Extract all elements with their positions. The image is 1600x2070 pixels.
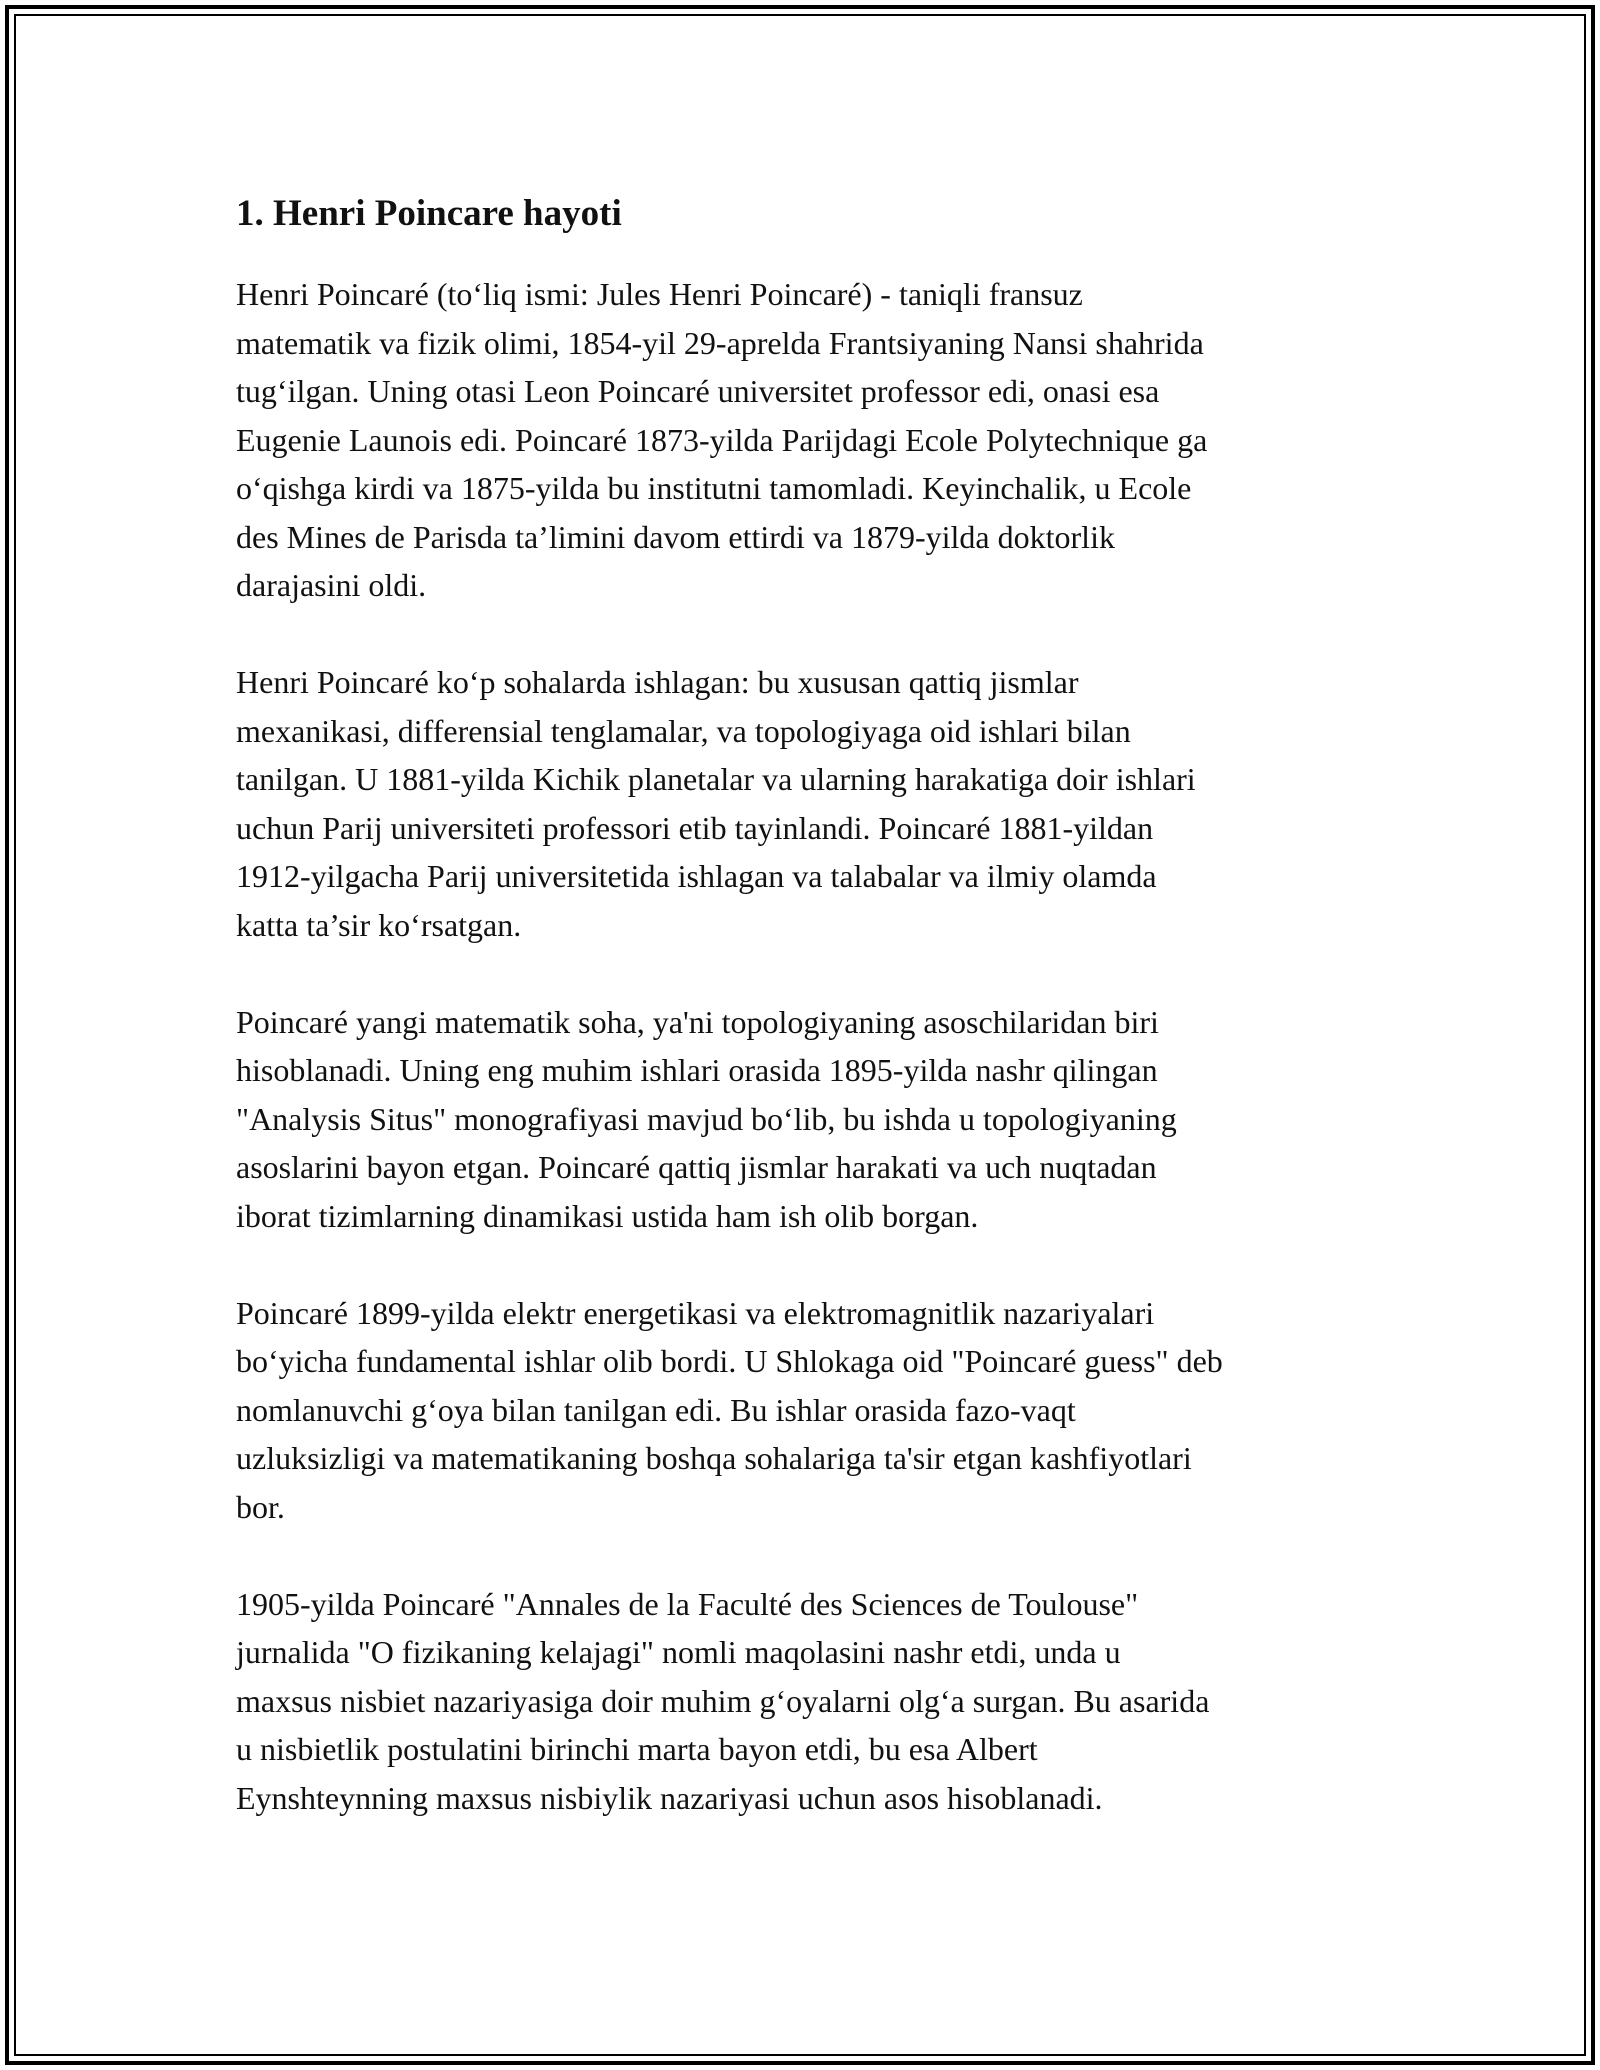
text-line: uchun Parij universiteti professori etib tayinlandi. Poincaré 1881-yildan — [236, 809, 1154, 846]
text-line: o‘qishga kirdi va 1875-yilda bu institutni tamomladi. Keyinchalik, u Ecole — [236, 470, 1192, 506]
text-line: 1912-yilgacha Parij universitetida ishlagan va talabalar va ilmiy olamda — [236, 858, 1157, 894]
text-line: Henri Poincaré ko‘p sohalarda ishlagan: bu xususan qattiq jismlar — [236, 664, 1079, 700]
section-heading: 1. Henri Poincare hayoti — [236, 193, 622, 234]
text-line: des Mines de Parisda ta’limini davom ettirdi va 1879-yilda doktorlik — [236, 518, 1115, 555]
text-line: Eugenie Launois edi. Poincaré 1873-yilda Parijdagi Ecole Polytechnique ga — [236, 421, 1208, 458]
text-line: jurnalida "O fizikaning kelajagi" nomli maqolasini nashr etdi, unda u — [236, 1634, 1121, 1670]
paragraph-electromagnetism — [236, 1289, 1386, 1532]
text-line: Eynshteynning maxsus nisbiylik nazariyasi uchun asos hisoblanadi. — [236, 1779, 1103, 1816]
text-line: u nisbietlik postulatini birinchi marta bayon etdi, bu esa Albert — [236, 1731, 1038, 1767]
text-line: hisoblanadi. Uning eng muhim ishlari orasida 1895-yilda nashr qilingan — [236, 1052, 1158, 1088]
document-body — [236, 186, 1386, 1871]
text-line: Poincaré yangi matematik soha, ya'ni topologiyaning asoschilaridan biri — [236, 1003, 1159, 1040]
text-line: tanilgan. U 1881-yilda Kichik planetalar va ularning harakatiga doir ishlari — [236, 761, 1196, 797]
text-line: mexanikasi, differensial tenglamalar, va topologiyaga oid ishlari bilan — [236, 712, 1131, 749]
text-line: Henri Poincaré (to‘liq ismi: Jules Henri Poincaré) - taniqli fransuz — [236, 276, 1083, 312]
paragraph-biography — [236, 270, 1386, 610]
paragraph-topology — [236, 998, 1386, 1241]
text-line: tug‘ilgan. Uning otasi Leon Poincaré universitet professor edi, onasi esa — [236, 373, 1160, 409]
text-line: bo‘yicha fundamental ishlar olib bordi. U Shlokaga oid "Poincaré guess" deb — [236, 1343, 1223, 1379]
text-line: "Analysis Situs" monografiyasi mavjud bo‘lib, bu ishda u topologiyaning — [236, 1100, 1177, 1137]
text-line: 1905-yilda Poincaré "Annales de la Faculté des Sciences de Toulouse" — [236, 1585, 1139, 1622]
text-line: nomlanuvchi g‘oya bilan tanilgan edi. Bu ishlar orasida fazo-vaqt — [236, 1391, 1076, 1428]
text-line: matematik va fizik olimi, 1854-yil 29-aprelda Frantsiyaning Nansi shahrida — [236, 324, 1204, 361]
text-line: maxsus nisbiet nazariyasiga doir muhim g‘oyalarni olg‘a surgan. Bu asarida — [236, 1682, 1210, 1719]
text-line: Poincaré 1899-yilda elektr energetikasi va elektromagnitlik nazariyalari — [236, 1294, 1155, 1331]
paragraph-relativity — [236, 1580, 1386, 1823]
paragraph-career — [236, 658, 1386, 949]
text-line: katta ta’sir ko‘rsatgan. — [236, 906, 522, 943]
text-line: asoslarini bayon etgan. Poincaré qattiq jismlar harakati va uch nuqtadan — [236, 1149, 1157, 1185]
text-line: darajasini oldi. — [236, 567, 427, 603]
text-line: uzluksizligi va matematikaning boshqa sohalariga ta'sir etgan kashfiyotlari — [236, 1440, 1192, 1476]
text-line: bor. — [236, 1488, 285, 1525]
text-line: iborat tizimlarning dinamikasi ustida ham ish olib borgan. — [236, 1197, 979, 1234]
